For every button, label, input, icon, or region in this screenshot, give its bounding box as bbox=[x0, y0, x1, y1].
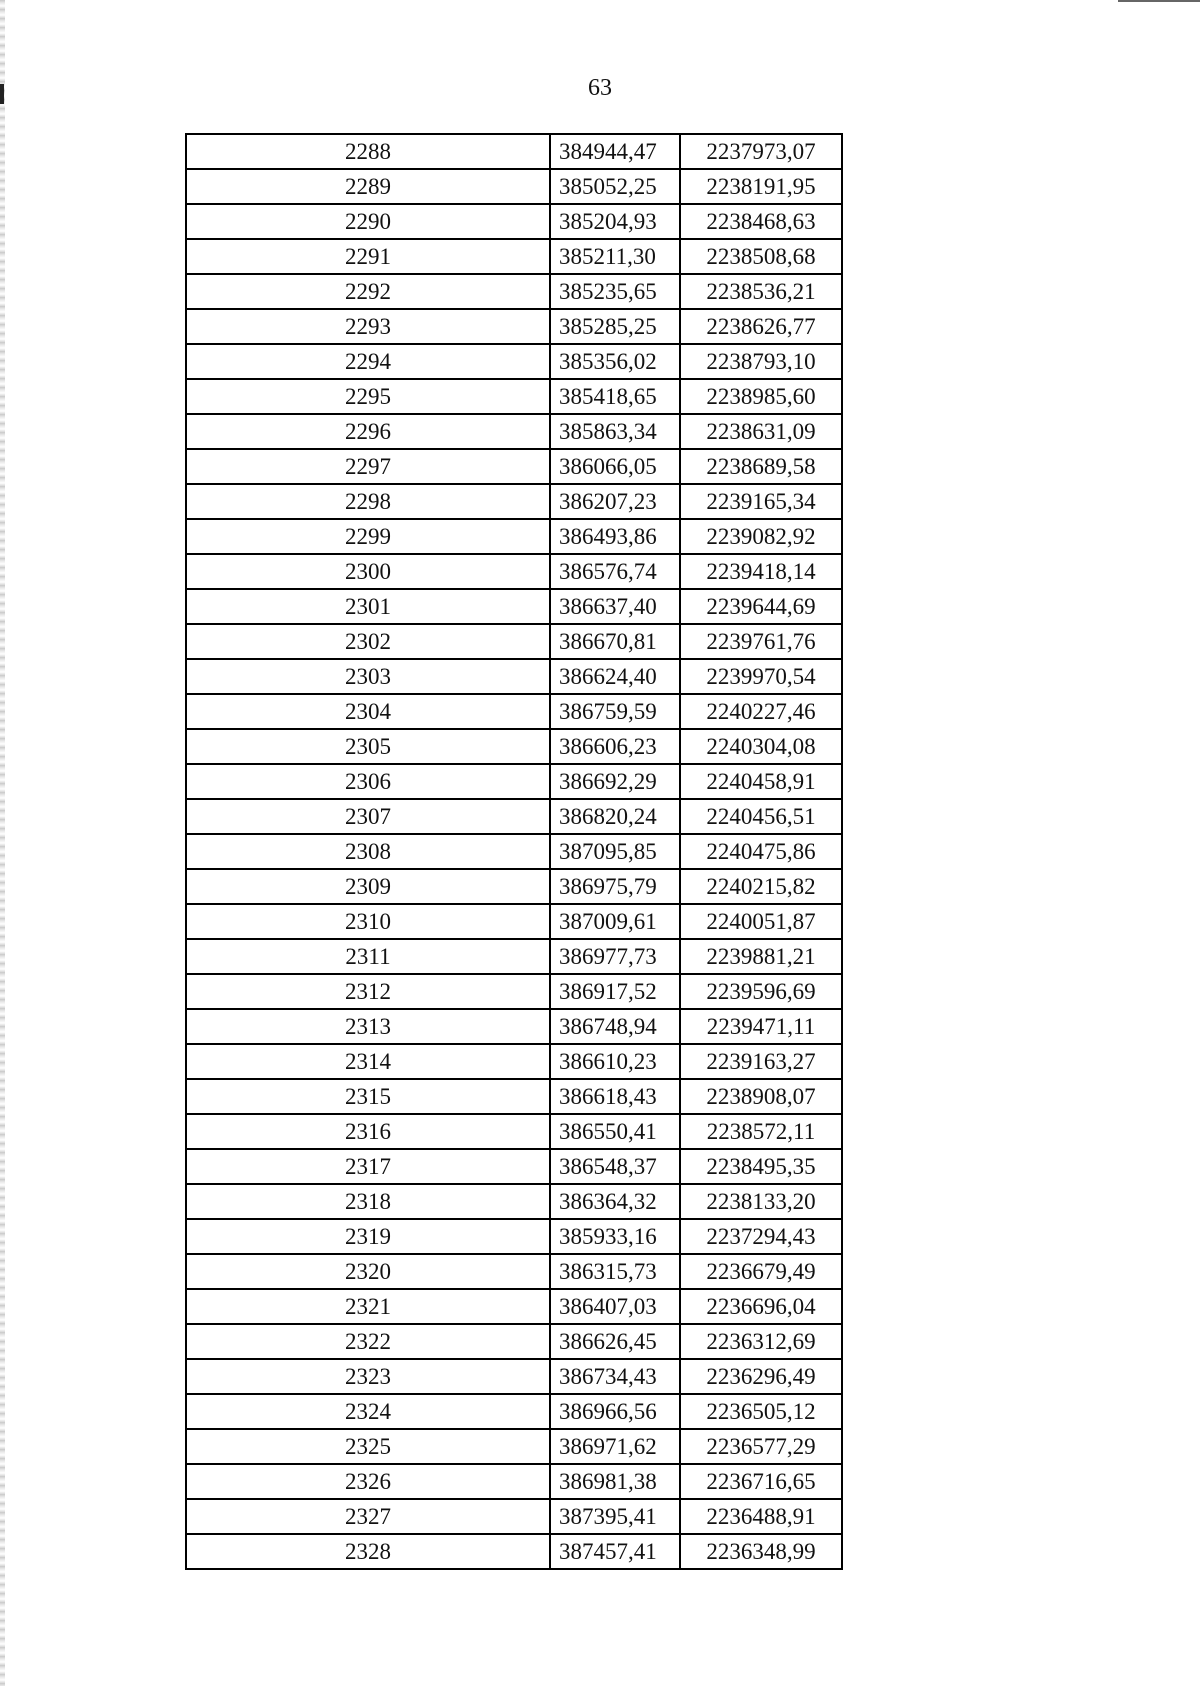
point-number-cell: 2297 bbox=[186, 449, 550, 484]
point-number-cell: 2299 bbox=[186, 519, 550, 554]
table-row bbox=[186, 589, 842, 624]
y-coordinate-cell: 2240304,08 bbox=[680, 729, 842, 764]
point-number-cell: 2311 bbox=[186, 939, 550, 974]
x-coordinate-cell: 386618,43 bbox=[550, 1079, 680, 1114]
x-coordinate-cell: 386759,59 bbox=[550, 694, 680, 729]
point-number-cell: 2306 bbox=[186, 764, 550, 799]
point-number-cell: 2323 bbox=[186, 1359, 550, 1394]
x-coordinate-cell: 386493,86 bbox=[550, 519, 680, 554]
table-row bbox=[186, 1114, 842, 1149]
point-number-cell: 2296 bbox=[186, 414, 550, 449]
x-coordinate-cell: 386981,38 bbox=[550, 1464, 680, 1499]
table-row bbox=[186, 869, 842, 904]
x-coordinate-cell: 386670,81 bbox=[550, 624, 680, 659]
x-coordinate-cell: 386207,23 bbox=[550, 484, 680, 519]
y-coordinate-cell: 2236505,12 bbox=[680, 1394, 842, 1429]
x-coordinate-cell: 385285,25 bbox=[550, 309, 680, 344]
x-coordinate-cell: 386748,94 bbox=[550, 1009, 680, 1044]
y-coordinate-cell: 2239082,92 bbox=[680, 519, 842, 554]
table-row bbox=[186, 1044, 842, 1079]
x-coordinate-cell: 386548,37 bbox=[550, 1149, 680, 1184]
table-row bbox=[186, 624, 842, 659]
y-coordinate-cell: 2239881,21 bbox=[680, 939, 842, 974]
x-coordinate-cell: 385933,16 bbox=[550, 1219, 680, 1254]
point-number-cell: 2302 bbox=[186, 624, 550, 659]
y-coordinate-cell: 2237294,43 bbox=[680, 1219, 842, 1254]
page-number: 63 bbox=[588, 75, 612, 101]
y-coordinate-cell: 2240458,91 bbox=[680, 764, 842, 799]
y-coordinate-cell: 2236679,49 bbox=[680, 1254, 842, 1289]
point-number-cell: 2313 bbox=[186, 1009, 550, 1044]
x-coordinate-cell: 386407,03 bbox=[550, 1289, 680, 1324]
x-coordinate-cell: 385052,25 bbox=[550, 169, 680, 204]
y-coordinate-cell: 2236716,65 bbox=[680, 1464, 842, 1499]
x-coordinate-cell: 386977,73 bbox=[550, 939, 680, 974]
y-coordinate-cell: 2237973,07 bbox=[680, 134, 842, 169]
point-number-cell: 2316 bbox=[186, 1114, 550, 1149]
x-coordinate-cell: 386820,24 bbox=[550, 799, 680, 834]
x-coordinate-cell: 386576,74 bbox=[550, 554, 680, 589]
table-row bbox=[186, 1149, 842, 1184]
x-coordinate-cell: 387009,61 bbox=[550, 904, 680, 939]
point-number-cell: 2328 bbox=[186, 1534, 550, 1569]
table-row bbox=[186, 274, 842, 309]
point-number-cell: 2325 bbox=[186, 1429, 550, 1464]
table-row bbox=[186, 834, 842, 869]
y-coordinate-cell: 2238191,95 bbox=[680, 169, 842, 204]
point-number-cell: 2309 bbox=[186, 869, 550, 904]
point-number-cell: 2326 bbox=[186, 1464, 550, 1499]
table-row bbox=[186, 1429, 842, 1464]
table-row bbox=[186, 484, 842, 519]
x-coordinate-cell: 386975,79 bbox=[550, 869, 680, 904]
table-row bbox=[186, 904, 842, 939]
table-row bbox=[186, 694, 842, 729]
x-coordinate-cell: 387457,41 bbox=[550, 1534, 680, 1569]
table-row bbox=[186, 1254, 842, 1289]
y-coordinate-cell: 2240456,51 bbox=[680, 799, 842, 834]
table-row bbox=[186, 729, 842, 764]
table-row bbox=[186, 659, 842, 694]
y-coordinate-cell: 2240475,86 bbox=[680, 834, 842, 869]
x-coordinate-cell: 386637,40 bbox=[550, 589, 680, 624]
table-row bbox=[186, 1289, 842, 1324]
table-row bbox=[186, 764, 842, 799]
y-coordinate-cell: 2239418,14 bbox=[680, 554, 842, 589]
point-number-cell: 2324 bbox=[186, 1394, 550, 1429]
y-coordinate-cell: 2236488,91 bbox=[680, 1499, 842, 1534]
x-coordinate-cell: 386692,29 bbox=[550, 764, 680, 799]
y-coordinate-cell: 2238793,10 bbox=[680, 344, 842, 379]
y-coordinate-cell: 2239596,69 bbox=[680, 974, 842, 1009]
x-coordinate-cell: 386971,62 bbox=[550, 1429, 680, 1464]
x-coordinate-cell: 387395,41 bbox=[550, 1499, 680, 1534]
point-number-cell: 2327 bbox=[186, 1499, 550, 1534]
point-number-cell: 2298 bbox=[186, 484, 550, 519]
y-coordinate-cell: 2239163,27 bbox=[680, 1044, 842, 1079]
point-number-cell: 2315 bbox=[186, 1079, 550, 1114]
point-number-cell: 2288 bbox=[186, 134, 550, 169]
point-number-cell: 2318 bbox=[186, 1184, 550, 1219]
x-coordinate-cell: 385211,30 bbox=[550, 239, 680, 274]
y-coordinate-cell: 2238508,68 bbox=[680, 239, 842, 274]
point-number-cell: 2292 bbox=[186, 274, 550, 309]
y-coordinate-cell: 2236577,29 bbox=[680, 1429, 842, 1464]
x-coordinate-cell: 386917,52 bbox=[550, 974, 680, 1009]
table-row bbox=[186, 169, 842, 204]
y-coordinate-cell: 2238495,35 bbox=[680, 1149, 842, 1184]
x-coordinate-cell: 386624,40 bbox=[550, 659, 680, 694]
x-coordinate-cell: 386066,05 bbox=[550, 449, 680, 484]
table-row bbox=[186, 1394, 842, 1429]
table-row bbox=[186, 309, 842, 344]
x-coordinate-cell: 386606,23 bbox=[550, 729, 680, 764]
table-row bbox=[186, 974, 842, 1009]
table-row bbox=[186, 1009, 842, 1044]
table-row bbox=[186, 1499, 842, 1534]
y-coordinate-cell: 2239644,69 bbox=[680, 589, 842, 624]
y-coordinate-cell: 2238536,21 bbox=[680, 274, 842, 309]
x-coordinate-cell: 385235,65 bbox=[550, 274, 680, 309]
point-number-cell: 2304 bbox=[186, 694, 550, 729]
y-coordinate-cell: 2236348,99 bbox=[680, 1534, 842, 1569]
x-coordinate-cell: 386550,41 bbox=[550, 1114, 680, 1149]
table-row bbox=[186, 379, 842, 414]
x-coordinate-cell: 386315,73 bbox=[550, 1254, 680, 1289]
point-number-cell: 2321 bbox=[186, 1289, 550, 1324]
x-coordinate-cell: 385863,34 bbox=[550, 414, 680, 449]
point-number-cell: 2300 bbox=[186, 554, 550, 589]
y-coordinate-cell: 2236296,49 bbox=[680, 1359, 842, 1394]
x-coordinate-cell: 385204,93 bbox=[550, 204, 680, 239]
table-row bbox=[186, 134, 842, 169]
table-row bbox=[186, 1219, 842, 1254]
top-edge-rule bbox=[1118, 0, 1200, 2]
table-row bbox=[186, 1359, 842, 1394]
y-coordinate-cell: 2239970,54 bbox=[680, 659, 842, 694]
point-number-cell: 2293 bbox=[186, 309, 550, 344]
y-coordinate-cell: 2240227,46 bbox=[680, 694, 842, 729]
x-coordinate-cell: 386610,23 bbox=[550, 1044, 680, 1079]
y-coordinate-cell: 2236312,69 bbox=[680, 1324, 842, 1359]
x-coordinate-cell: 386626,45 bbox=[550, 1324, 680, 1359]
point-number-cell: 2290 bbox=[186, 204, 550, 239]
y-coordinate-cell: 2239165,34 bbox=[680, 484, 842, 519]
y-coordinate-cell: 2236696,04 bbox=[680, 1289, 842, 1324]
table-row bbox=[186, 799, 842, 834]
table-row bbox=[186, 414, 842, 449]
table-row bbox=[186, 449, 842, 484]
point-number-cell: 2291 bbox=[186, 239, 550, 274]
table-row bbox=[186, 519, 842, 554]
table-row bbox=[186, 1079, 842, 1114]
x-coordinate-cell: 387095,85 bbox=[550, 834, 680, 869]
point-number-cell: 2320 bbox=[186, 1254, 550, 1289]
y-coordinate-cell: 2238572,11 bbox=[680, 1114, 842, 1149]
x-coordinate-cell: 386734,43 bbox=[550, 1359, 680, 1394]
point-number-cell: 2305 bbox=[186, 729, 550, 764]
y-coordinate-cell: 2238468,63 bbox=[680, 204, 842, 239]
y-coordinate-cell: 2238626,77 bbox=[680, 309, 842, 344]
y-coordinate-cell: 2238133,20 bbox=[680, 1184, 842, 1219]
point-number-cell: 2319 bbox=[186, 1219, 550, 1254]
y-coordinate-cell: 2239471,11 bbox=[680, 1009, 842, 1044]
table-row bbox=[186, 1184, 842, 1219]
point-number-cell: 2295 bbox=[186, 379, 550, 414]
point-number-cell: 2307 bbox=[186, 799, 550, 834]
x-coordinate-cell: 385356,02 bbox=[550, 344, 680, 379]
y-coordinate-cell: 2238908,07 bbox=[680, 1079, 842, 1114]
table-row bbox=[186, 1464, 842, 1499]
point-number-cell: 2322 bbox=[186, 1324, 550, 1359]
table-row bbox=[186, 1324, 842, 1359]
table-row bbox=[186, 1534, 842, 1569]
point-number-cell: 2303 bbox=[186, 659, 550, 694]
coordinates-table-body bbox=[186, 134, 842, 1569]
x-coordinate-cell: 386966,56 bbox=[550, 1394, 680, 1429]
point-number-cell: 2289 bbox=[186, 169, 550, 204]
x-coordinate-cell: 385418,65 bbox=[550, 379, 680, 414]
point-number-cell: 2314 bbox=[186, 1044, 550, 1079]
table-row bbox=[186, 344, 842, 379]
y-coordinate-cell: 2238631,09 bbox=[680, 414, 842, 449]
x-coordinate-cell: 384944,47 bbox=[550, 134, 680, 169]
y-coordinate-cell: 2238689,58 bbox=[680, 449, 842, 484]
point-number-cell: 2308 bbox=[186, 834, 550, 869]
point-number-cell: 2312 bbox=[186, 974, 550, 1009]
table-row bbox=[186, 204, 842, 239]
point-number-cell: 2301 bbox=[186, 589, 550, 624]
y-coordinate-cell: 2240215,82 bbox=[680, 869, 842, 904]
point-number-cell: 2310 bbox=[186, 904, 550, 939]
point-number-cell: 2294 bbox=[186, 344, 550, 379]
coordinates-table bbox=[185, 133, 843, 1570]
point-number-cell: 2317 bbox=[186, 1149, 550, 1184]
scan-edge-shadow bbox=[0, 0, 5, 1686]
table-row bbox=[186, 554, 842, 589]
table-row bbox=[186, 239, 842, 274]
y-coordinate-cell: 2238985,60 bbox=[680, 379, 842, 414]
table-row bbox=[186, 939, 842, 974]
y-coordinate-cell: 2240051,87 bbox=[680, 904, 842, 939]
y-coordinate-cell: 2239761,76 bbox=[680, 624, 842, 659]
x-coordinate-cell: 386364,32 bbox=[550, 1184, 680, 1219]
